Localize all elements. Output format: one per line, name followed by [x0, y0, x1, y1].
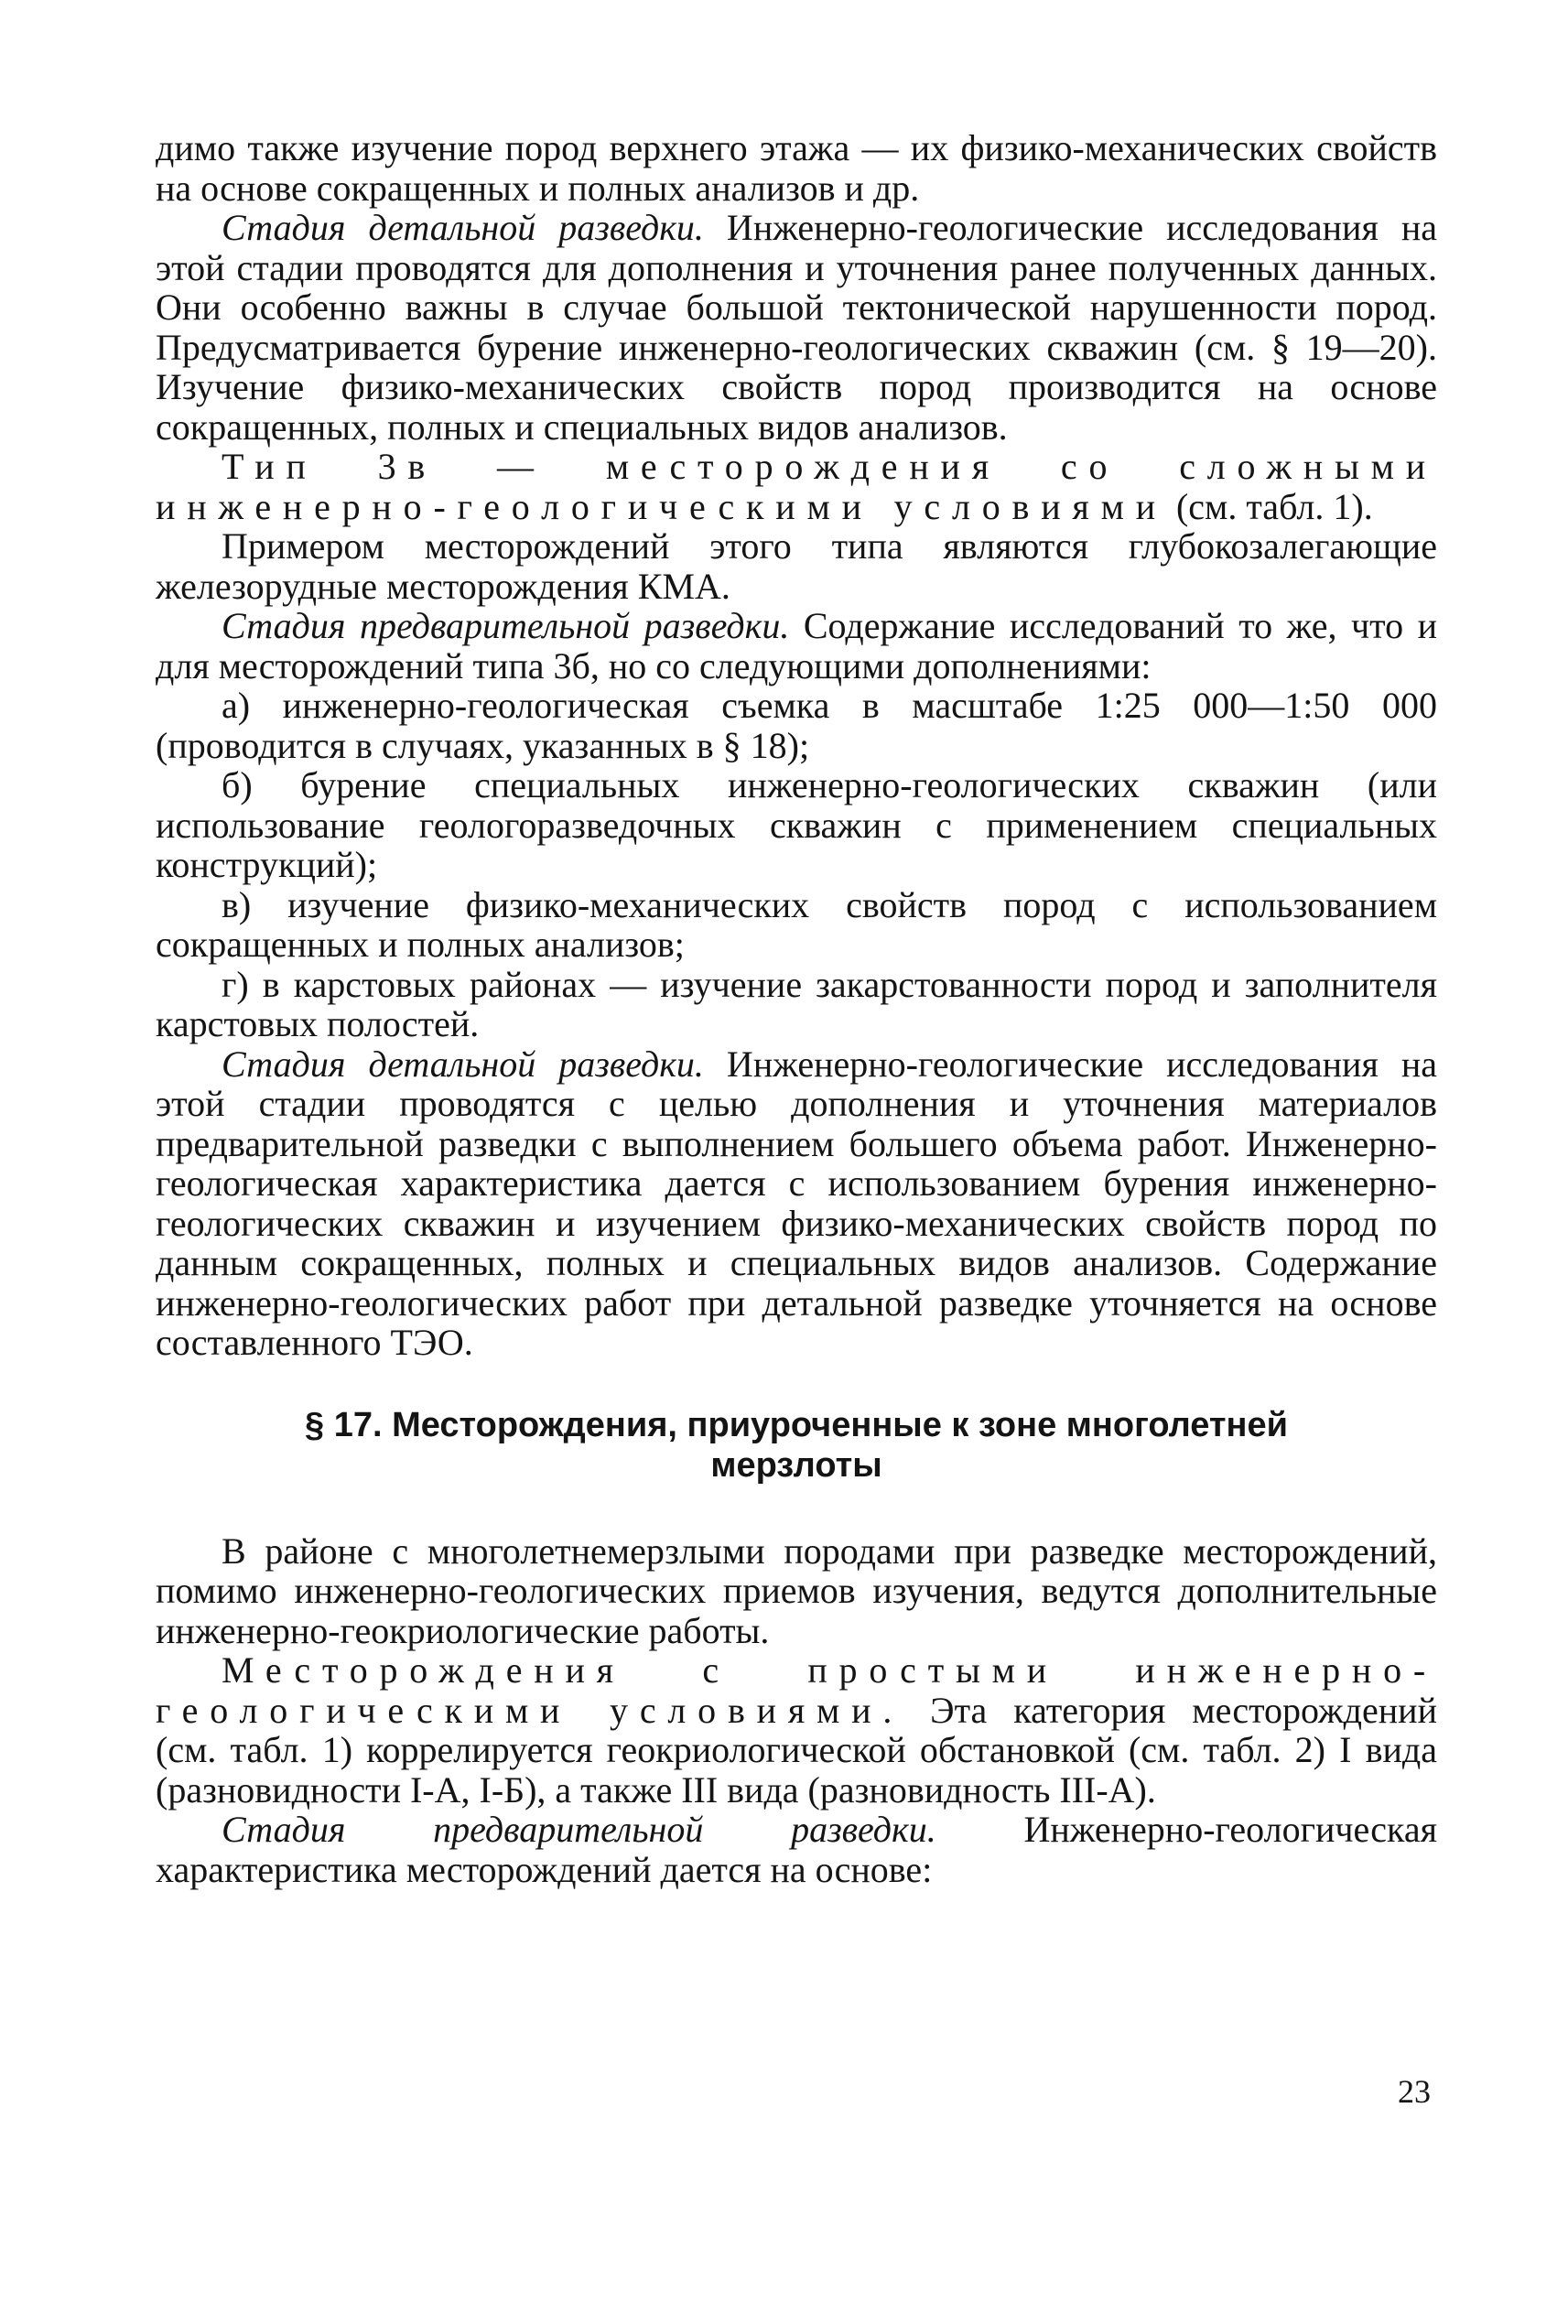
list-item-text: в) изучение физико-механических свойств пород с использованием сокращенных и полных анализов;	[156, 883, 1437, 965]
paragraph-text: Содержание исследований то же, что и для месторождений типа 3б, но со следующими дополнениями:	[156, 605, 1437, 686]
paragraph	[156, 128, 1437, 208]
list-item	[156, 765, 1437, 885]
list-item	[156, 885, 1437, 965]
paragraph	[156, 447, 1437, 526]
paragraph	[156, 606, 1437, 686]
paragraph-text: Примером месторождений этого типа являются глубокозалегающие железорудные месторождения КМА.	[156, 525, 1437, 607]
section-heading-line: § 17. Месторождения, приуроченные к зоне многолетней	[305, 1405, 1288, 1444]
paragraph	[156, 1044, 1437, 1363]
paragraph-text: Инженерно-геологические исследования на этой стадии проводятся с целью дополнения и уточнения материалов предварительной разведки с выполнением большего объема работ. Инженерно-геологическая характеристика дается с использованием бурения инженерно-геологических скважин и изучением физико-механических свойств пород по данным сокращенных, полных и специальных видов анализов. Содержание инженерно-геологических работ при детальной разведке уточняется на основе составленного ТЭО.	[156, 1043, 1438, 1363]
page-body	[156, 128, 1437, 1889]
list-item-text: г) в карстовых районах — изучение закарстованности пород и заполнителя карстовых полостей.	[156, 963, 1437, 1044]
list-item	[156, 686, 1437, 765]
paragraph-text: Инженерно-геологические исследования на этой стадии проводятся для дополнения и уточнения ранее полученных данных. Они особенно важны в случае большой тектонической нарушенности пород. Предусматривается бурение инженерно-геологических скважин (см. § 19—20). Изучение физико-механических свойств пород производится на основе сокращенных, полных и специальных видов анализов.	[156, 207, 1438, 448]
paragraph	[156, 526, 1437, 606]
paragraph-text: димо также изучение пород верхнего этажа — их физико-механических свойств на основе сокращенных и полных анализов и др.	[156, 127, 1437, 209]
page-number: 23	[1398, 2073, 1431, 2110]
paragraph-text: (см. табл. 1).	[1166, 485, 1373, 527]
spaced-category-title: Месторождения с простыми инженерно-геологическими условиями.	[156, 1649, 1437, 1731]
paragraph	[156, 1531, 1437, 1651]
paragraph	[156, 208, 1437, 447]
spaced-type-title: Тип 3в — месторождения со сложными инженерно-геологическими условиями	[156, 446, 1437, 527]
section-heading-line: мерзлоты	[710, 1445, 882, 1485]
section-heading	[265, 1405, 1327, 1486]
italic-stage-title: Стадия детальной разведки.	[222, 1043, 704, 1085]
paragraph	[156, 1650, 1437, 1810]
list-item	[156, 965, 1437, 1044]
italic-stage-title: Стадия предварительной разведки.	[222, 1809, 936, 1850]
italic-stage-title: Стадия детальной разведки.	[222, 207, 704, 248]
paragraph-text: Эта категория месторождений (см. табл. 1) коррелируется геокриологической обстановкой (см. табл. 2) I вида (разновидности I-А, I-Б), а также III вида (разновидность III-А).	[156, 1689, 1437, 1811]
paragraph-text: Инженерно-геологическая характеристика месторождений дается на основе:	[156, 1809, 1437, 1890]
paragraph	[156, 1810, 1437, 1889]
list-item-text: а) инженерно-геологическая съемка в масштабе 1:25 000—1:50 000 (проводится в случаях, указанных в § 18);	[156, 685, 1437, 766]
paragraph-text: В районе с многолетнемерзлыми породами при разведке месторождений, помимо инженерно-геологических приемов изучения, ведутся дополнительные инженерно-геокриологические работы.	[156, 1530, 1437, 1651]
list-item-text: б) бурение специальных инженерно-геологических скважин (или использование геологоразведочных скважин с применением специальных конструкций);	[156, 764, 1437, 885]
italic-stage-title: Стадия предварительной разведки.	[222, 605, 790, 646]
